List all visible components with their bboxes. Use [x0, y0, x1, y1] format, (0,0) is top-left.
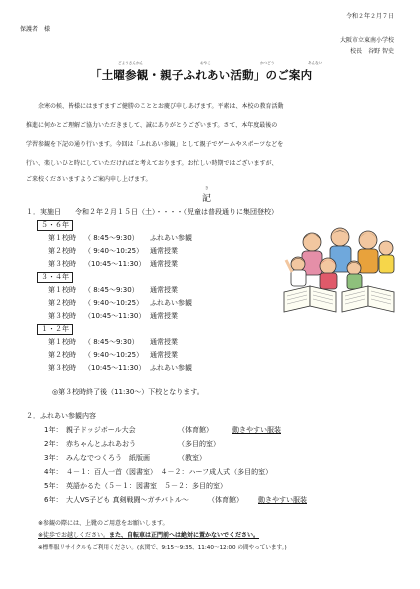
schedule-time: （ 9:40～10:25）: [84, 299, 144, 307]
activity-place: （体育館）: [178, 426, 213, 434]
principal-name: 校長 谷野 智史: [350, 48, 394, 55]
schedule-time: （ 9:40～10:25）: [84, 351, 144, 359]
ki-ruby: き: [205, 186, 209, 190]
note-shoes: ※参観の際には、上靴のご用意をお願いします。: [38, 520, 169, 527]
activity-note: 動きやすい服装: [232, 426, 281, 434]
body-line-3: 学習参観を下記の通り行います。今回は「ふれあい参観」として親子でゲームやスポーツなどを: [26, 141, 284, 148]
activity-content: 赤ちゃんとふれあおう: [66, 440, 136, 448]
schedule-period: 第１校時: [48, 286, 76, 294]
schedule-period: 第３校時: [48, 260, 76, 268]
body-line-2: 推進に何かとご理解ご協力いただきまして、誠にありがとうございます。さて、本年度最後の: [26, 122, 278, 129]
body-line-5: ご来校くださいますようご案内申し上げます。: [26, 176, 152, 183]
school-name: 大阪市立東南小学校: [339, 37, 394, 44]
note-walk-and-bicycle: [38, 532, 259, 540]
schedule-period: 第２校時: [48, 247, 76, 255]
schedule-time: （10:45～11:30）: [84, 312, 146, 320]
schedule-activity: ふれあい参観: [150, 299, 192, 307]
schedule-activity: 通常授業: [150, 247, 178, 255]
family-reading-illustration: [282, 222, 400, 316]
date: 令和２年２月７日: [345, 13, 394, 20]
title-ruby-doyou: どようさんかん: [118, 61, 144, 65]
group-label-3-4: ３・４年: [37, 272, 73, 283]
schedule-activity: ふれあい参観: [150, 364, 192, 372]
schedule-time: （ 8:45～9:30）: [84, 338, 139, 346]
ki-heading: 記: [202, 194, 212, 204]
note-uniform-recycle: ※標準服リサイクルもご利用ください。(玄関で、9:15～9:35、11:40～12:00 の間やっています。): [38, 545, 287, 551]
activity-content: みんなでつくろう 紙版画: [66, 454, 150, 462]
group-label-5-6: ５・６年: [37, 220, 73, 231]
section2-heading: ２．ふれあい参観内容: [26, 412, 96, 420]
schedule-period: 第１校時: [48, 234, 76, 242]
schedule-time: （ 9:40～10:25）: [84, 247, 144, 255]
schedule-period: 第３校時: [48, 364, 76, 372]
activity-grade: 2年：: [44, 440, 63, 448]
activity-grade: 6年：: [44, 496, 63, 504]
schedule-time: （ 8:45～9:30）: [84, 286, 139, 294]
activity-grade: 4年：: [44, 468, 63, 476]
activity-place: （教室）: [178, 454, 206, 462]
dismissal-note: ◎第３校時終了後（11:30～）下校となります。: [52, 388, 204, 396]
page-title: 「土曜参観・親子ふれあい活動」のご案内: [90, 68, 313, 82]
activity-content: 英語かるた（５－１：図書室 ５－２：多目的室）: [66, 482, 227, 490]
schedule-period: 第１校時: [48, 338, 76, 346]
activity-content: ４－１：百人一首（図書室） ４－２：ハーフ成人式（多目的室）: [66, 468, 273, 476]
schedule-activity: 通常授業: [150, 338, 178, 346]
schedule-period: 第３校時: [48, 312, 76, 320]
title-ruby-katsudou: かつどう: [260, 61, 275, 65]
schedule-activity: 通常授業: [150, 260, 178, 268]
title-ruby-oyako: おやこ: [200, 61, 211, 65]
schedule-activity: 通常授業: [150, 312, 178, 320]
title-ruby-annai: あんない: [308, 61, 323, 65]
activity-place: （多目的室）: [178, 440, 220, 448]
body-line-4: 行い、楽しいひと時にしていただければと考えております。お忙しい時期ではございますが、: [26, 160, 278, 167]
schedule-activity: 通常授業: [150, 286, 178, 294]
schedule-time: （ 8:45～9:30）: [84, 234, 139, 242]
activity-grade: 1年：: [44, 426, 63, 434]
schedule-time: （10:45～11:30）: [84, 260, 146, 268]
schedule-activity: 通常授業: [150, 351, 178, 359]
activity-content: 大人VS子ども 真剣戦闘～ガチバトル～: [66, 496, 189, 504]
note-walk: ※徒歩でお越しください。: [38, 532, 110, 539]
schedule-activity: ふれあい参観: [150, 234, 192, 242]
activity-grade: 5年：: [44, 482, 63, 490]
body-line-1: 余寒の候、皆様にはますますご健勝のこととお慶び申しあげます。平素は、本校の教育活動: [38, 103, 284, 110]
schedule-period: 第２校時: [48, 351, 76, 359]
schedule-time: （10:45～11:30）: [84, 364, 146, 372]
schedule-period: 第２校時: [48, 299, 76, 307]
section1-heading: １．実施日 令和２年２月１５日（土）・・・・（児童は普段通りに集団登校）: [26, 208, 278, 216]
activity-note: 動きやすい服装: [258, 496, 307, 504]
activity-grade: 3年：: [44, 454, 63, 462]
group-label-1-2: １・２年: [37, 324, 73, 335]
addressee: 保護者 様: [20, 26, 51, 33]
note-bicycle: また、自転車は正門前へは絶対に置かないでください。: [109, 532, 260, 539]
activity-content: 親子ドッジボール大会: [66, 426, 136, 434]
activity-place: （体育館）: [208, 496, 243, 504]
